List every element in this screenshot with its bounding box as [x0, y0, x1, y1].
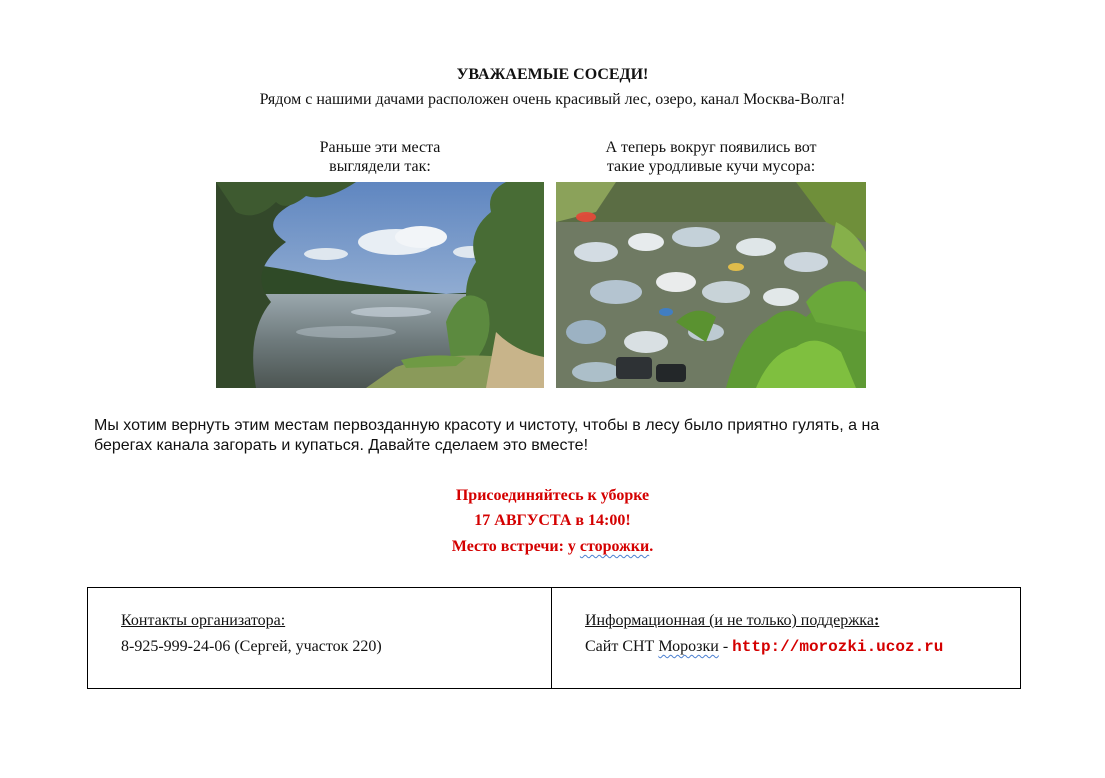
- support-label-colon: :: [873, 612, 880, 629]
- page-subtitle: Рядом с нашими дачами расположен очень красивый лес, озеро, канал Москва-Волга!: [259, 91, 846, 108]
- after-caption-line1: А теперь вокруг появились вот: [605, 139, 817, 156]
- organizer-label: Контакты организатора:: [121, 612, 286, 629]
- page-title: УВАЖАЕМЫЕ СОСЕДИ!: [456, 66, 649, 83]
- body-paragraph: [94, 416, 1014, 456]
- before-caption-line2: выглядели так:: [329, 158, 431, 175]
- meeting-suffix: .: [649, 538, 654, 555]
- site-dash: -: [718, 638, 733, 655]
- body-paragraph-line1: Мы хотим вернуть этим местам первозданную красоту и чистоту, чтобы в лесу было приятно гулять, а на: [94, 417, 880, 434]
- garbage-photo: [556, 182, 866, 388]
- support-label-text: Информационная (и не только) поддержка: [585, 612, 874, 629]
- before-caption-line1: Раньше эти места: [319, 139, 441, 156]
- organizer-phone: 8-925-999-24-06 (Сергей, участок 220): [121, 638, 382, 655]
- callout-join: Присоединяйтесь к уборке: [455, 487, 650, 504]
- after-caption-line2: такие уродливые кучи мусора:: [606, 158, 816, 175]
- site-line: [585, 638, 943, 656]
- organizer-cell: [88, 588, 552, 688]
- callout-date: 17 АВГУСТА в 14:00!: [474, 512, 631, 529]
- meeting-prefix: Место встречи: у: [451, 538, 580, 555]
- site-name: Морозки: [658, 638, 719, 655]
- support-label: [585, 612, 879, 630]
- support-cell: [552, 588, 1020, 688]
- body-paragraph-line2: берегах канала загорать и купаться. Давайте сделаем это вместе!: [94, 437, 589, 454]
- meeting-place: сторожки: [579, 538, 650, 555]
- before-caption: [216, 138, 544, 176]
- callout-meeting-place: [0, 538, 1105, 556]
- site-prefix: Сайт СНТ: [585, 638, 659, 655]
- lake-photo: [216, 182, 544, 388]
- site-url-link[interactable]: http://morozki.ucoz.ru: [732, 638, 944, 656]
- after-caption: [556, 138, 866, 176]
- contacts-table: [87, 587, 1021, 689]
